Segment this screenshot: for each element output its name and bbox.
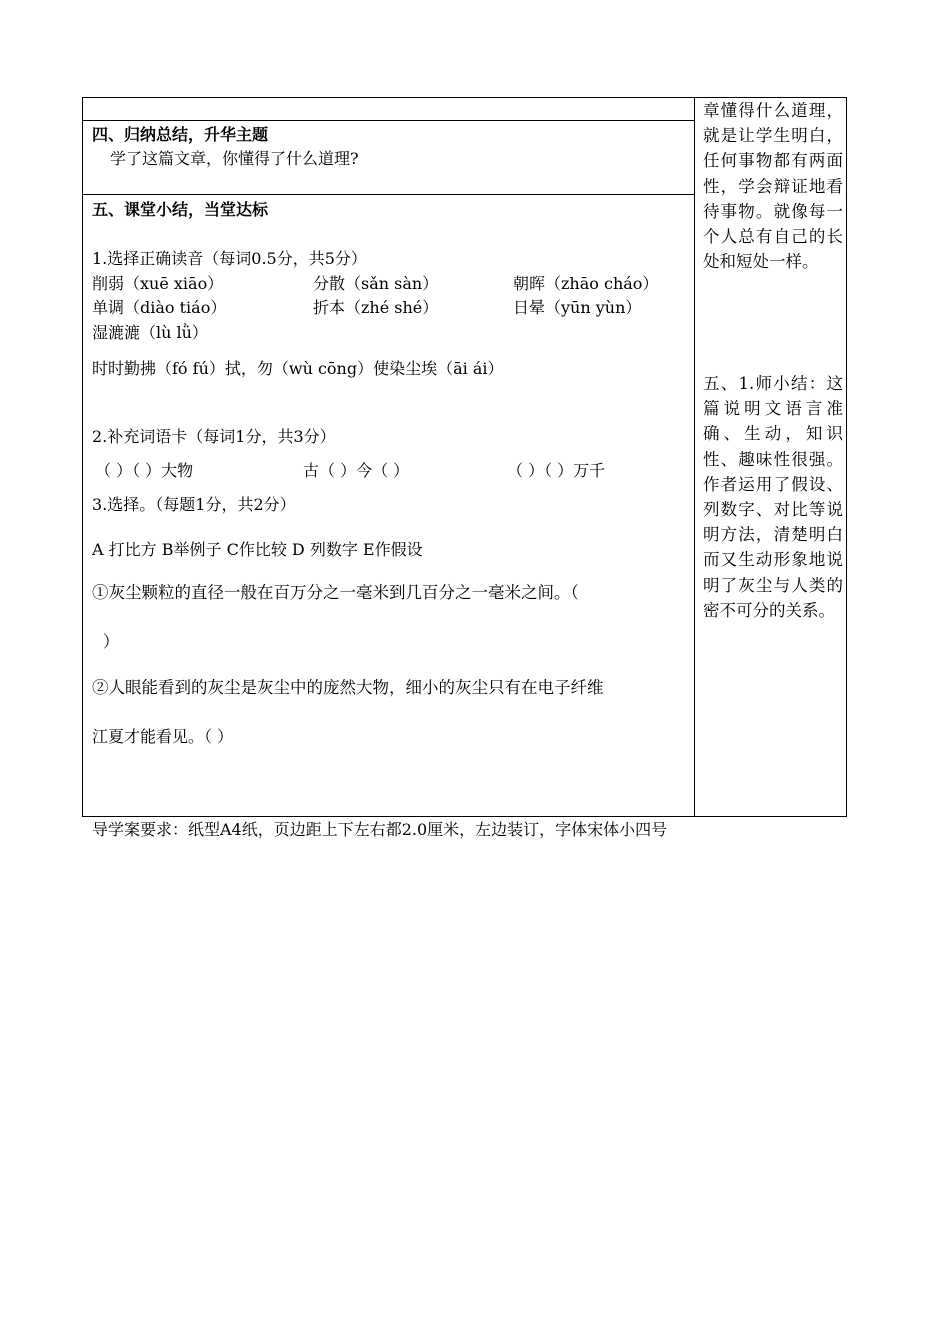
q2-title: 2.补充词语卡（每词1分，共3分） xyxy=(92,427,336,446)
q1-item: 时时勤拂（fó fú）拭，勿（wù cōng）使染尘埃（āi ái） xyxy=(92,359,504,378)
footer-note: 导学案要求：纸型A4纸，页边距上下左右都2.0厘米，左边装订，字体宋体小四号 xyxy=(92,820,668,839)
q3-item1: ①灰尘颗粒的直径一般在百万分之一毫米到几百分之一毫米之间。（ xyxy=(92,583,579,602)
q1-item: 朝晖（zhāo cháo） xyxy=(513,274,659,293)
column-divider xyxy=(694,98,695,816)
section4-question: 学了这篇文章，你懂得了什么道理? xyxy=(110,149,359,168)
q3-options: A 打比方 B举例子 C作比较 D 列数字 E作假设 xyxy=(92,540,423,559)
row-divider-middle xyxy=(83,194,694,195)
q2-item: （ ）（ ）万千 xyxy=(507,461,606,480)
q1-item: 削弱（xuē xiāo） xyxy=(92,274,224,293)
q1-item: 折本（zhé shé） xyxy=(313,298,439,317)
section5-heading: 五、课堂小结，当堂达标 xyxy=(92,200,269,219)
q1-item: 单调（diào tiáo） xyxy=(92,298,227,317)
q3-item2: ②人眼能看到的灰尘是灰尘中的庞然大物，细小的灰尘只有在电子纤维 xyxy=(92,678,604,697)
q1-item: 日晕（yūn yùn） xyxy=(513,298,642,317)
lesson-table xyxy=(82,97,847,817)
q1-title: 1.选择正确读音（每词0.5分，共5分） xyxy=(92,249,367,268)
q3-item1-continued: ） xyxy=(103,632,120,651)
q1-item: 湿漉漉（lù lǜ） xyxy=(92,323,208,342)
q3-title: 3.选择。（每题1分，共2分） xyxy=(92,495,296,514)
q1-item: 分散（sǎn sàn） xyxy=(313,274,439,293)
row-divider-top xyxy=(83,120,694,121)
teacher-note-1: 章懂得什么道理，就是让学生明白，任何事物都有两面性，学会辩证地看待事物。就像每一个人总有自己的长处和短处一样。 xyxy=(703,101,843,272)
q3-item2-continued: 江夏才能看见。（ ） xyxy=(92,727,234,746)
section4-heading: 四、归纳总结，升华主题 xyxy=(92,125,269,144)
q2-item: 古（ ）今（ ） xyxy=(303,461,410,480)
teacher-note-2: 五、1.师小结：这篇说明文语言准确、生动，知识性、趣味性很强。作者运用了假设、列数字、对比等说明方法，清楚明白而又生动形象地说明了灰尘与人类的密不可分的关系。 xyxy=(703,374,843,620)
q2-item: （ ）（ ）大物 xyxy=(95,461,194,480)
